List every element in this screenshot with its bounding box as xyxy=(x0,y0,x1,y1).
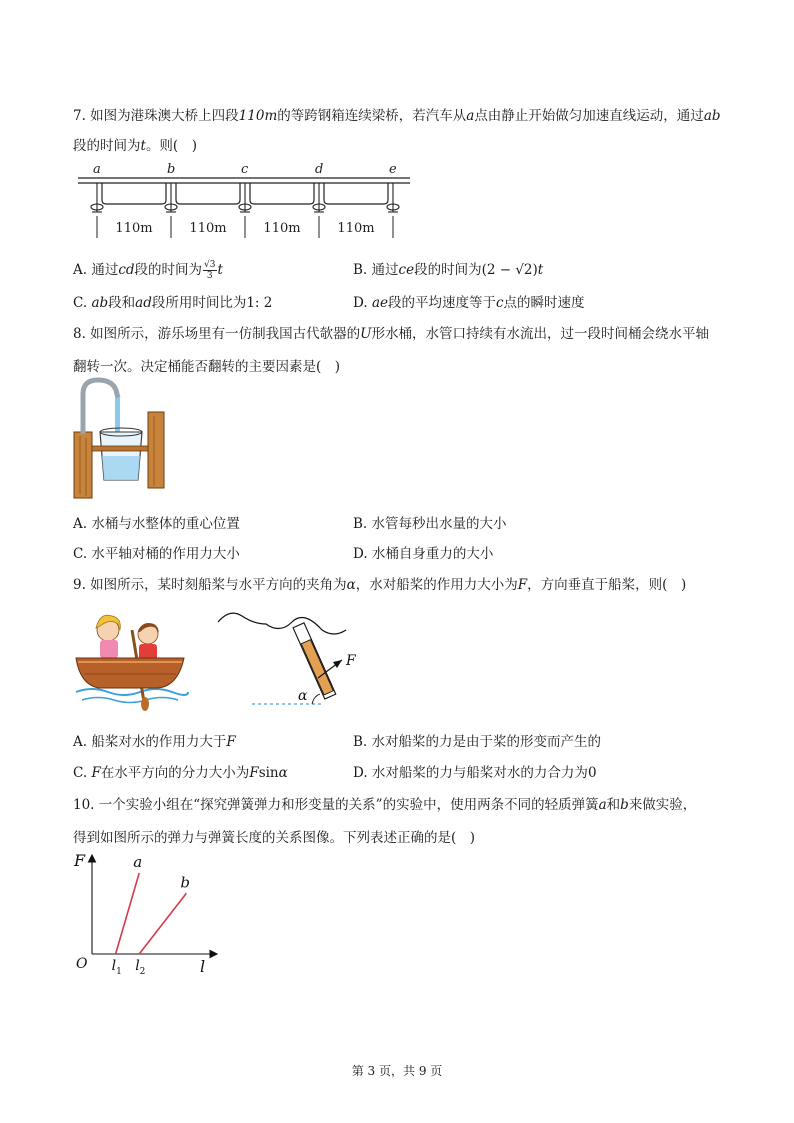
q9-option-d: D. 水对船桨的力与船桨对水的力合力为0 xyxy=(353,765,597,781)
q9-stem: 9. 如图所示，某时刻船桨与水平方向的夹角为α，水对船桨的作用力大小为F，方向垂直于船桨，则( ) xyxy=(73,577,687,593)
y-axis-label: F xyxy=(74,851,86,870)
page-footer: 第 3 页，共 9 页 xyxy=(351,1064,443,1078)
pier-a xyxy=(91,183,103,212)
pier-d xyxy=(313,183,325,212)
q9-boat-illustration xyxy=(72,600,190,712)
q8-stem-line2: 翻转一次。决定桶能否翻转的主要因素是( ) xyxy=(73,359,341,375)
q10-stem-line2: 得到如图所示的弹力与弹簧长度的关系图像。下列表述正确的是( ) xyxy=(73,830,476,846)
q7-option-b: B. 通过ce段的时间为(2 − √2)t xyxy=(353,262,544,278)
q9-option-b: B. 水对船桨的力是由于桨的形变而产生的 xyxy=(353,734,602,750)
q9-option-c: C. F在水平方向的分力大小为Fsinα xyxy=(73,765,288,781)
q9-force-label: F xyxy=(346,653,356,669)
point-label-e: e xyxy=(389,162,397,177)
series-line-b xyxy=(139,893,186,954)
point-label-c: c xyxy=(241,162,249,177)
q7-stem-line1: 7. 如图为港珠澳大桥上四段110m的等跨钢箱连续梁桥，若汽车从a点由静止开始做匀加速直线运动，通过ab xyxy=(73,108,721,124)
pier-b xyxy=(165,183,177,212)
q8-option-b: B. 水管每秒出水量的大小 xyxy=(353,516,507,532)
q8-option-d: D. 水桶自身重力的大小 xyxy=(353,546,494,562)
q10-spring-chart xyxy=(70,848,220,980)
series-line-a xyxy=(116,873,140,954)
pier-e xyxy=(387,183,399,212)
point-label-d: d xyxy=(315,162,324,177)
q9-angle-label: α xyxy=(298,688,308,704)
span-label-bc: 110m xyxy=(189,221,227,236)
q9-option-a: A. 船桨对水的作用力大于F xyxy=(73,734,236,750)
q10-stem-line1: 10. 一个实验小组在“探究弹簧弹力和形变量的关系”的实验中，使用两条不同的轻质弹簧a和b来做实验， xyxy=(73,797,697,813)
pier-c xyxy=(239,183,251,212)
x-tick-label-1: $l_1$ xyxy=(111,958,122,977)
x-axis-label: l xyxy=(200,957,206,976)
q7-stem-line2: 段的时间为t。则( ) xyxy=(73,138,197,154)
q7-option-a-fraction: $\frac{√3}{3}$ xyxy=(204,260,216,281)
origin-label: O xyxy=(76,956,88,972)
q7-option-a: A. 通过cd段的时间为 $\frac{√3}{3}$ t xyxy=(73,260,223,281)
series-label-a: a xyxy=(133,853,143,872)
q8-stem-line1: 8. 如图所示，游乐场里有一仿制我国古代欹器的U形水桶，水管口持续有水流出，过一段时间桶会绕水平轴 xyxy=(73,326,710,342)
q7-option-c: C. ab段和ad段所用时间比为1: 2 xyxy=(73,295,273,311)
span-label-cd: 110m xyxy=(263,221,301,236)
span-label-ab: 110m xyxy=(115,221,153,236)
point-label-a: a xyxy=(93,162,101,177)
q7-bridge-figure xyxy=(72,160,417,242)
q8-option-c: C. 水平轴对桶的作用力大小 xyxy=(73,546,240,562)
q8-option-a: A. 水桶与水整体的重心位置 xyxy=(73,516,240,532)
x-tick-label-2: $l_2$ xyxy=(135,958,146,977)
q7-option-d: D. ae段的平均速度等于c点的瞬时速度 xyxy=(353,295,585,311)
series-label-b: b xyxy=(180,873,191,892)
point-label-b: b xyxy=(167,162,176,177)
span-label-de: 110m xyxy=(337,221,375,236)
q8-bucket-figure xyxy=(72,376,167,500)
q9-oar-diagram xyxy=(214,600,364,712)
